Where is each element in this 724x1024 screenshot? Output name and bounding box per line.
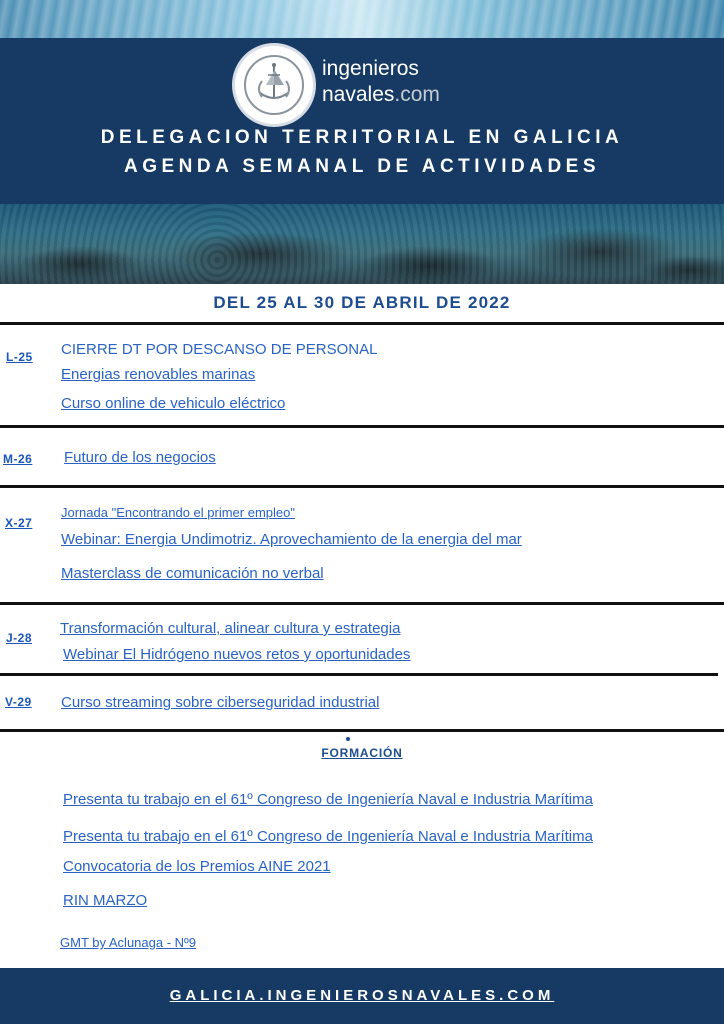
formacion-link[interactable]: Presenta tu trabajo en el 61º Congreso de Ingeniería Naval e Industria Marítima <box>63 828 593 845</box>
formacion-link[interactable]: Presenta tu trabajo en el 61º Congreso de Ingeniería Naval e Industria Marítima <box>63 791 593 808</box>
seabed-image <box>0 204 724 284</box>
footer-website-link[interactable]: GALICIA.INGENIEROSNAVALES.COM <box>169 987 555 1004</box>
formacion-link[interactable]: RIN MARZO <box>63 892 148 909</box>
credit-link[interactable]: GMT by Aclunaga - Nº9 <box>60 935 197 950</box>
event-link[interactable]: Jornada "Encontrando el primer empleo" <box>61 505 295 520</box>
logo-wordmark[interactable] <box>322 56 440 108</box>
event-cierre-dt: CIERRE DT POR DESCANSO DE PERSONAL <box>61 341 378 358</box>
event-link[interactable]: Curso online de vehiculo eléctrico <box>61 395 286 412</box>
ship-emblem-icon <box>242 53 306 117</box>
formacion-link[interactable]: Convocatoria de los Premios AINE 2021 <box>63 858 331 875</box>
event-link[interactable]: Energias renovables marinas <box>61 366 256 383</box>
event-link[interactable]: Webinar: Energia Undimotriz. Aprovechamiento de la energia del mar <box>61 531 522 548</box>
page-title: DELEGACION TERRITORIAL EN GALICIA <box>100 127 624 148</box>
divider <box>0 322 724 325</box>
day-label-wednesday[interactable]: X-27 <box>5 516 33 530</box>
date-range-heading: DEL 25 AL 30 DE ABRIL DE 2022 <box>213 293 511 312</box>
day-label-monday[interactable]: L-25 <box>6 350 33 364</box>
day-label-friday[interactable]: V-29 <box>5 695 32 709</box>
page-subtitle: AGENDA SEMANAL DE ACTIVIDADES <box>123 156 601 177</box>
divider <box>0 602 724 605</box>
logo-text-line-1: ingenieros <box>322 57 419 80</box>
divider <box>0 673 718 676</box>
header-water-image <box>0 0 724 38</box>
divider <box>0 485 724 488</box>
event-link[interactable]: Futuro de los negocios <box>64 449 216 466</box>
event-link[interactable]: Curso streaming sobre ciberseguridad industrial <box>61 694 380 711</box>
logo-text-line-2: navales.com <box>322 83 440 106</box>
day-label-thursday[interactable]: J-28 <box>6 631 33 645</box>
divider <box>0 425 724 428</box>
formacion-heading[interactable]: FORMACIÓN <box>321 746 403 760</box>
event-link[interactable]: Masterclass de comunicación no verbal <box>61 565 324 582</box>
bullet-dot-icon <box>346 737 350 741</box>
event-link[interactable]: Webinar El Hidrógeno nuevos retos y oportunidades <box>63 646 411 663</box>
divider <box>0 729 724 732</box>
event-link[interactable]: Transformación cultural, alinear cultura y estrategia <box>60 620 401 637</box>
logo-emblem[interactable] <box>232 43 316 127</box>
day-label-tuesday[interactable]: M-26 <box>3 452 33 466</box>
